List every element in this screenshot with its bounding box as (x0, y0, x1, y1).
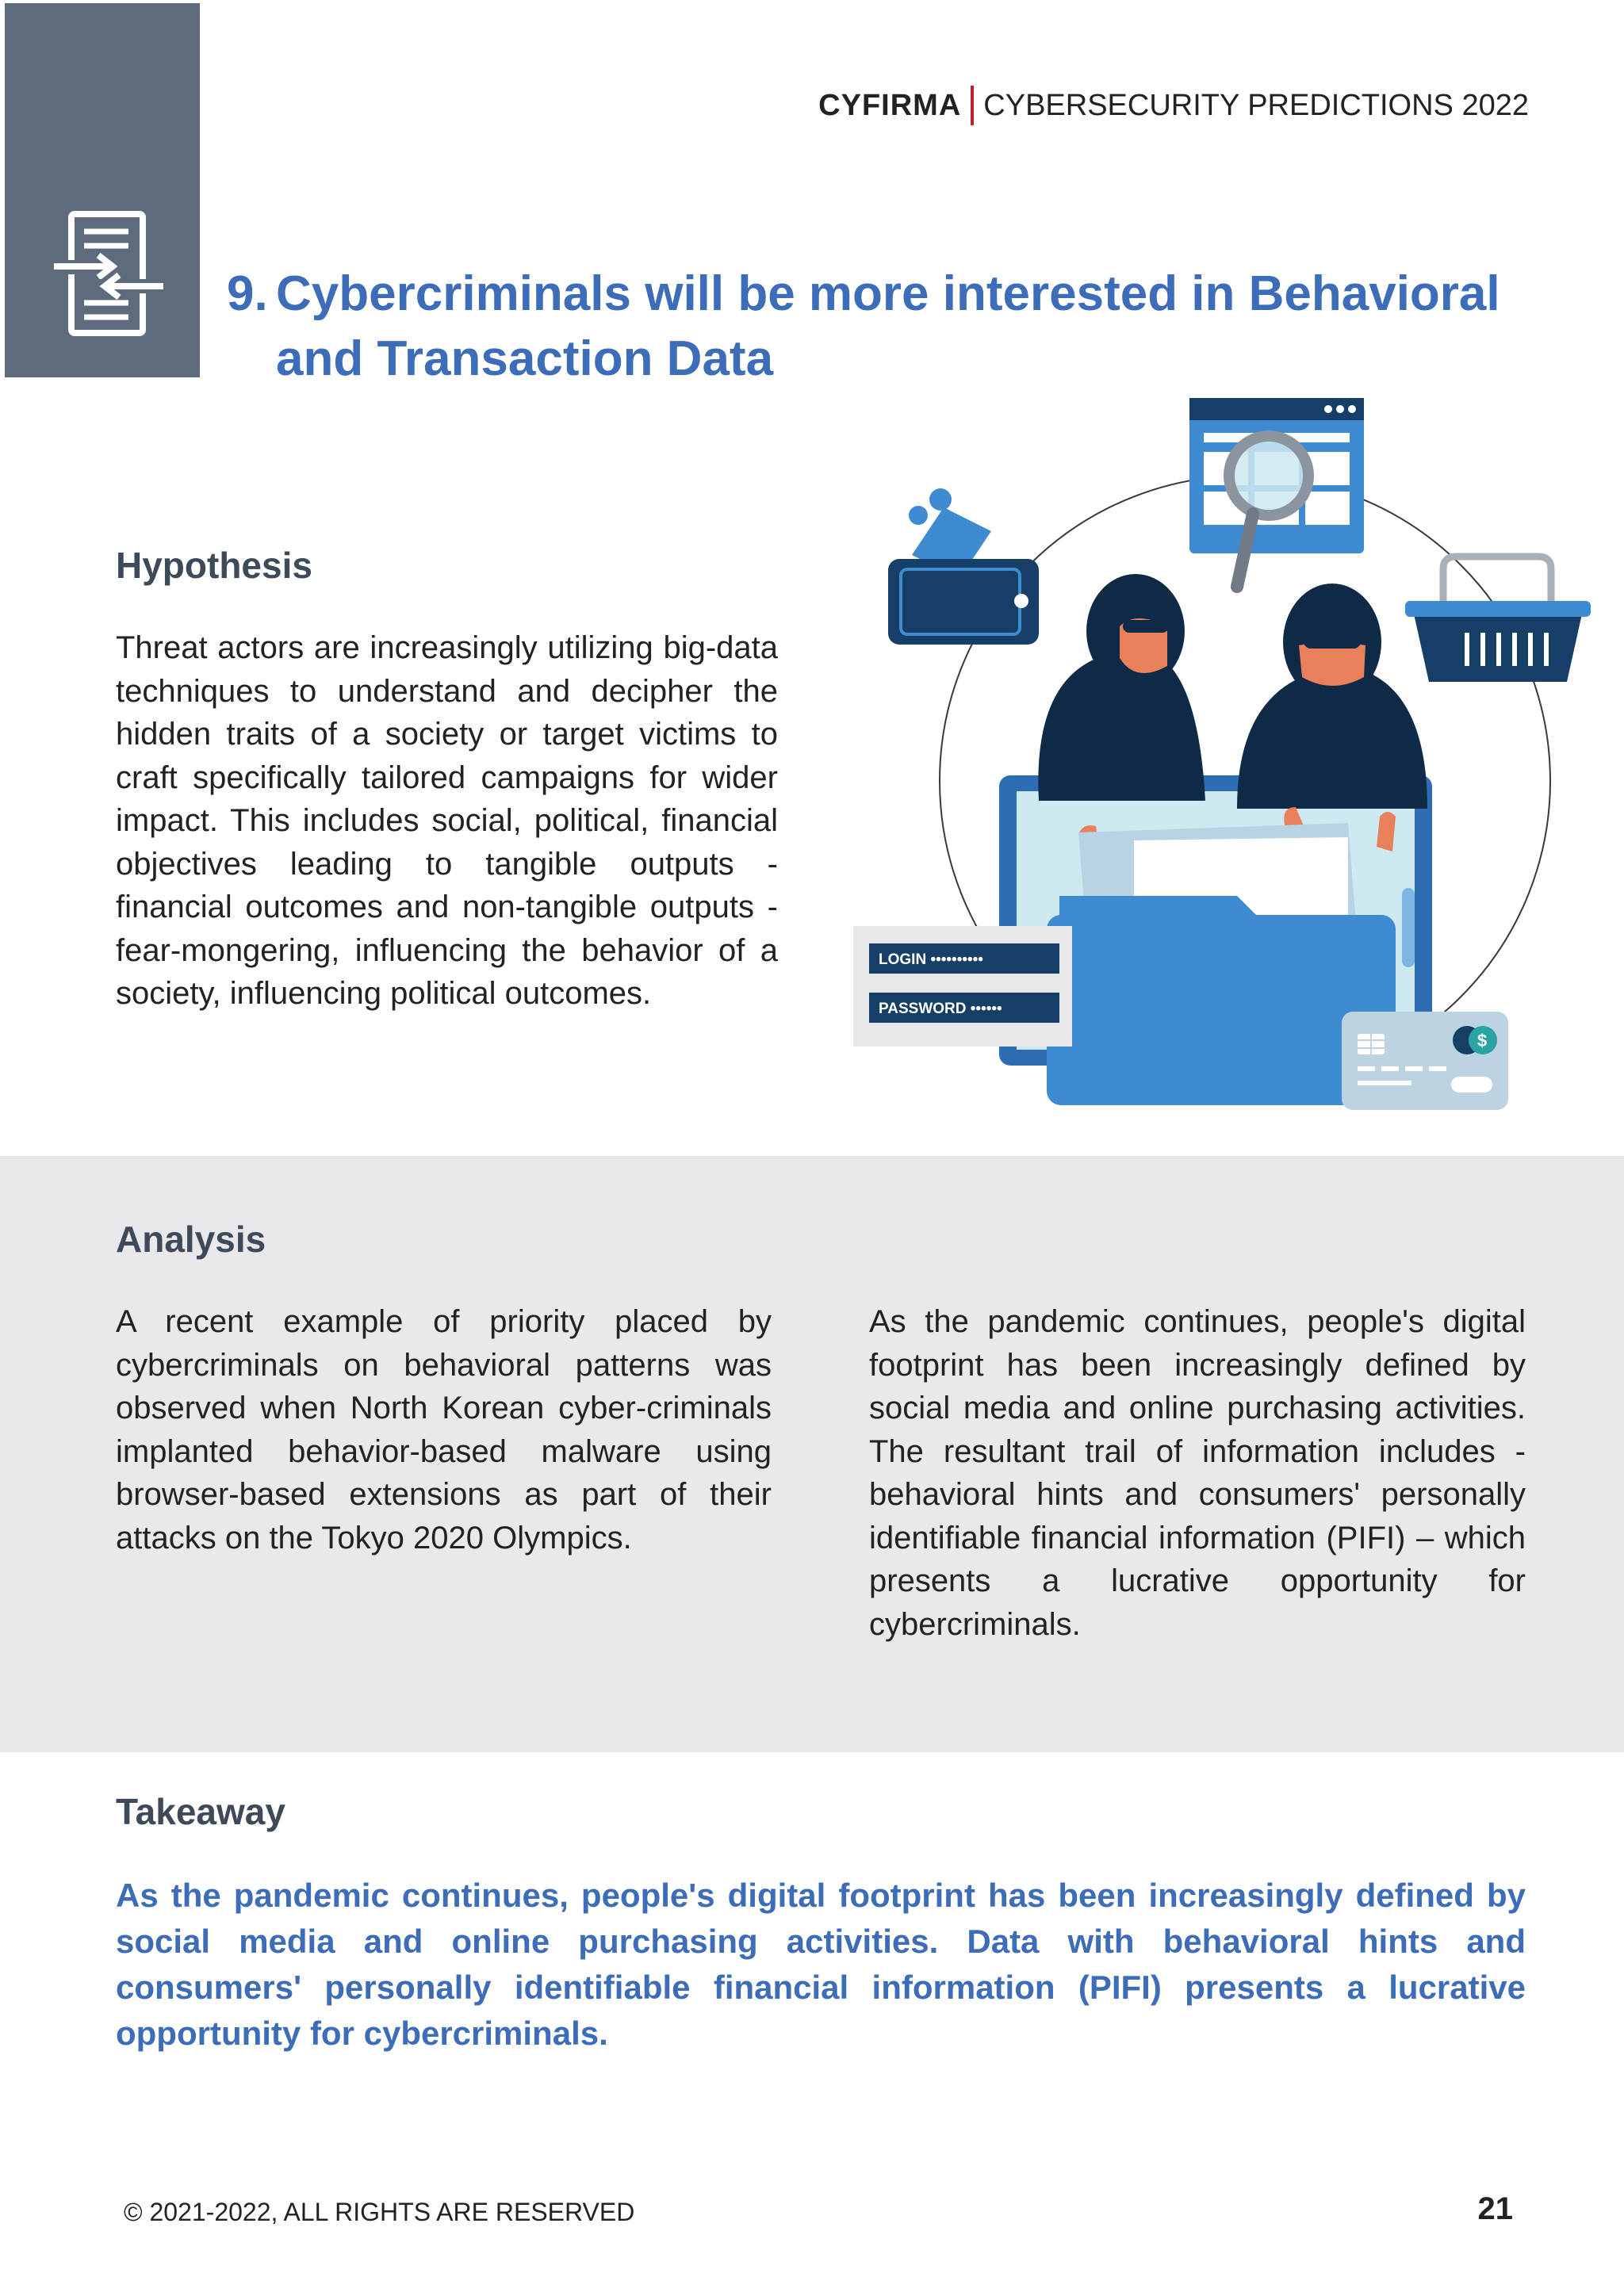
login-panel (853, 926, 1072, 1047)
copyright-notice: © 2021-2022, ALL RIGHTS ARE RESERVED (124, 2198, 635, 2226)
hypothesis-text: Threat actors are increasingly utilizing big-data techniques to understand and decipher the hidden traits of a society or target victims to craft specifically tailored campaigns for wider impact. This includes social, political, financial objectives leading to tangible outputs - financial outcomes and non-tangible outputs - fear-mongering, influencing the behavior of a society, influencing political outcomes. (116, 630, 778, 1011)
login-label: LOGIN •••••••••• (879, 951, 983, 968)
brand-name: CYFIRMA (818, 88, 962, 122)
wallet-icon (888, 488, 1039, 645)
header-separator (971, 86, 974, 125)
currency-symbol: $ (1477, 1031, 1488, 1050)
analysis-left-text: A recent example of priority placed by cybercriminals on behavioral patterns was observed when North Korean cyber-criminals implanted behavior-based malware using browser-based extensions as part of their attacks on the Tokyo 2020 Olympics. (116, 1304, 772, 1556)
section-title (227, 262, 1575, 392)
document-exchange-icon (49, 211, 168, 338)
hypothesis-heading: Hypothesis (116, 545, 312, 586)
section-title-line2: and Transaction Data (276, 331, 774, 386)
takeaway-text: As the pandemic continues, people's digital footprint has been increasingly defined by social media and online purchasing activities. Data with behavioral hints and consumers' personally identifiable financial information (PIFI) presents a lucrative opportunity for cybercriminals. (116, 1877, 1526, 2052)
section-number: 9. (227, 266, 268, 321)
page-number: 21 (1477, 2191, 1513, 2226)
document-title: CYBERSECURITY PREDICTIONS 2022 (983, 88, 1529, 122)
analysis-right-text: As the pandemic continues, people's digital footprint has been increasingly defined by social media and online purchasing activities. The resultant trail of information includes - behavioral hints and consumers' personally identifiable financial information (PIFI) – which presents a lucrative opportunity for cybercriminals. (869, 1304, 1526, 1642)
password-label: PASSWORD •••••• (879, 1001, 1002, 1017)
takeaway-heading: Takeaway (116, 1791, 285, 1832)
analysis-heading: Analysis (116, 1219, 266, 1260)
page-header (818, 86, 1529, 125)
shopping-basket-icon (1405, 557, 1591, 682)
section-title-line1: Cybercriminals will be more interested in Behavioral (276, 266, 1500, 321)
hackers-illustration (841, 388, 1594, 1126)
credit-card-icon (1342, 1012, 1508, 1110)
